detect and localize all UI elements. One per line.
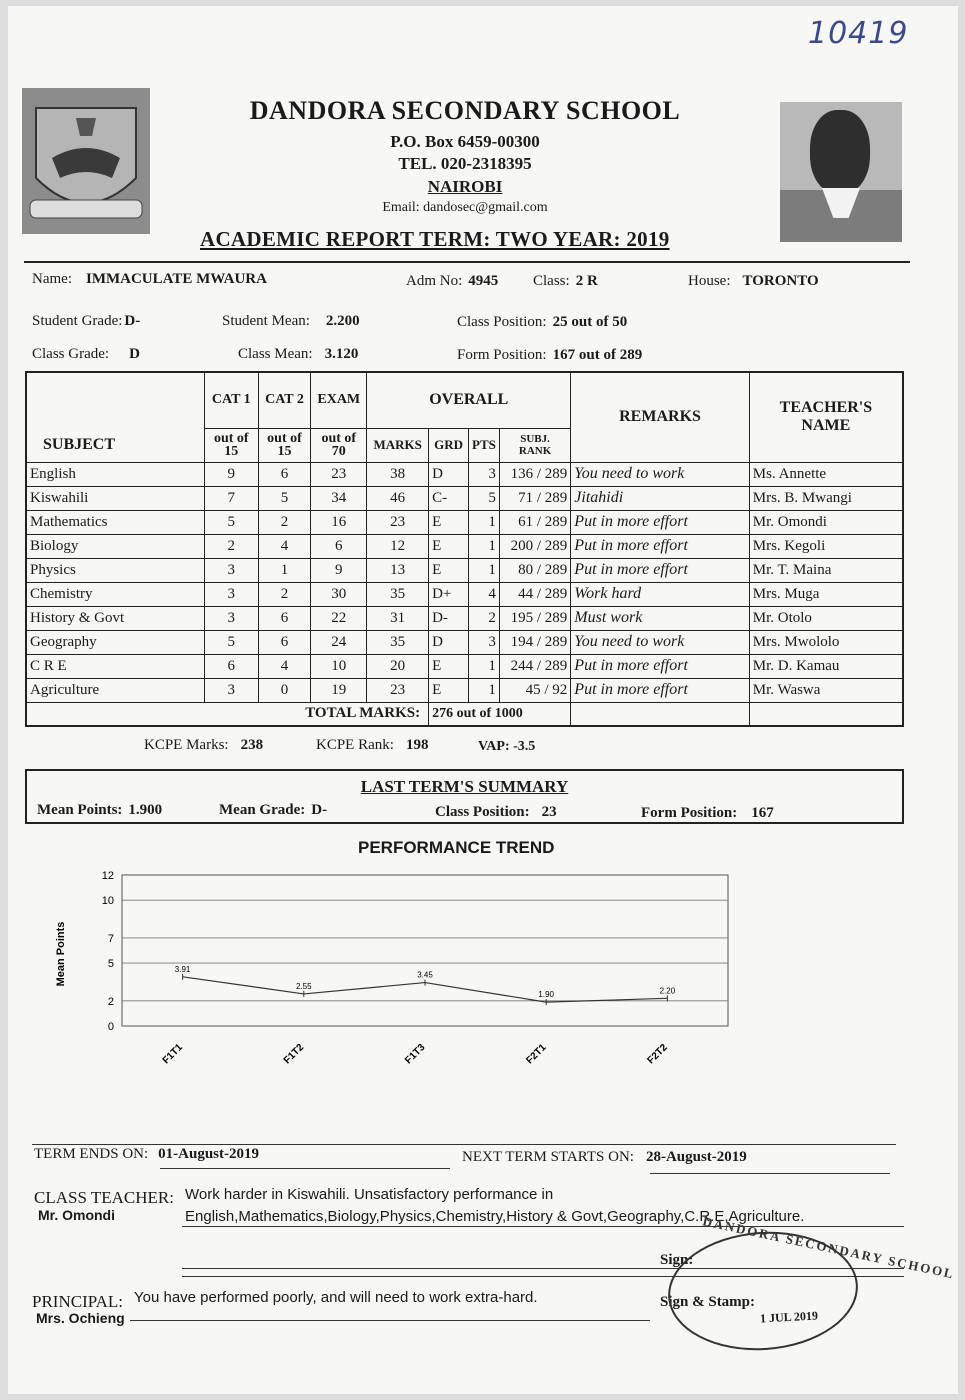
remark-cell: Work hard <box>571 582 749 606</box>
marks-cell: 20 <box>367 654 429 678</box>
marks-cell: 35 <box>367 582 429 606</box>
chart-title: PERFORMANCE TREND <box>358 838 555 857</box>
student-photo <box>780 102 902 242</box>
remark-cell: Put in more effort <box>571 534 749 558</box>
grade-cell: D- <box>429 606 469 630</box>
points-cell: 3 <box>469 462 500 486</box>
cat2-cell: 6 <box>258 606 311 630</box>
grade-cell: E <box>429 510 469 534</box>
school-stamp-text: DANDORA SECONDARY SCHOOL <box>701 1213 957 1282</box>
remark-cell: Jitahidi <box>571 486 749 510</box>
teacher-cell: Mrs. Muga <box>749 582 903 606</box>
cat1-cell: 3 <box>204 558 258 582</box>
cat2-cell: 2 <box>258 582 311 606</box>
chart-y-tick-label: 7 <box>107 932 114 945</box>
header-subj-rank: SUBJ. RANK <box>499 428 570 462</box>
marks-cell: 46 <box>367 486 429 510</box>
last-term-title: LAST TERM'S SUMMARY <box>360 777 569 796</box>
header-remarks: REMARKS <box>571 372 749 462</box>
table-row <box>26 558 903 582</box>
chart-plot-area <box>122 875 728 1026</box>
chart-x-tick-label: F2T1 <box>524 1042 549 1067</box>
cat2-cell: 0 <box>258 678 311 702</box>
remark-cell: Put in more effort <box>571 558 749 582</box>
table-row <box>26 582 903 606</box>
cat1-cell: 3 <box>204 678 258 702</box>
house-field: House: TORONTO <box>688 273 819 289</box>
subject-cell: C R E <box>26 654 204 678</box>
class-field: Class: 2 R <box>533 273 598 289</box>
teacher-cell: Mr. T. Maina <box>749 558 903 582</box>
marks-cell: 12 <box>367 534 429 558</box>
remark-cell: Put in more effort <box>571 678 749 702</box>
marks-cell: 38 <box>367 462 429 486</box>
cat2-cell: 1 <box>258 558 311 582</box>
points-cell: 1 <box>469 534 500 558</box>
chart-data-label: 3.91 <box>174 964 191 974</box>
stamp-date: 1 JUL 2019 <box>759 1308 819 1326</box>
table-row <box>26 534 903 558</box>
class-teacher-remark-line2: English,Mathematics,Biology,Physics,Chemistry,History & Govt,Geography,C.R.E,Agriculture. <box>185 1208 805 1225</box>
chart-y-tick-label: 5 <box>107 958 114 971</box>
header-pts: PTS <box>469 428 500 462</box>
header-marks: MARKS <box>367 428 429 462</box>
grade-cell: D <box>429 630 469 654</box>
points-cell: 4 <box>469 582 500 606</box>
cat2-cell: 4 <box>258 534 311 558</box>
grade-cell: E <box>429 558 469 582</box>
teacher-cell: Mr. Waswa <box>749 678 903 702</box>
subject-cell: Mathematics <box>26 510 204 534</box>
class-position-field: Class Position: 25 out of 50 <box>457 314 628 330</box>
chart-y-tick-label: 10 <box>101 895 114 908</box>
cat1-cell: 6 <box>204 654 258 678</box>
cat1-cell: 3 <box>204 582 258 606</box>
points-cell: 1 <box>469 510 500 534</box>
performance-trend-chart <box>40 862 740 1082</box>
principal-name: Mrs. Ochieng <box>36 1310 125 1326</box>
teacher-cell: Ms. Annette <box>749 462 903 486</box>
grade-cell: E <box>429 534 469 558</box>
header-cat2: CAT 2 <box>258 372 311 428</box>
class-mean-field: Class Mean: 3.120 <box>238 346 359 362</box>
points-cell: 1 <box>469 678 500 702</box>
mean-points-field: Mean Points: 1.900 <box>37 802 163 818</box>
remark-cell: Put in more effort <box>571 510 749 534</box>
marks-cell: 23 <box>367 510 429 534</box>
points-cell: 2 <box>469 606 500 630</box>
exam-cell: 22 <box>311 606 367 630</box>
marks-table <box>25 371 904 727</box>
teacher-cell: Mrs. Mwololo <box>749 630 903 654</box>
chart-data-label: 1.90 <box>538 990 554 1000</box>
points-cell: 1 <box>469 654 500 678</box>
school-tel: TEL. 020-2318395 <box>398 154 532 173</box>
form-position-field: Form Position: 167 out of 289 <box>457 347 643 363</box>
subject-rank-cell: 80 / 289 <box>499 558 570 582</box>
subject-rank-cell: 200 / 289 <box>499 534 570 558</box>
cat2-cell: 6 <box>258 630 311 654</box>
chart-data-label: 2.20 <box>659 986 676 996</box>
exam-cell: 19 <box>311 678 367 702</box>
marks-cell: 13 <box>367 558 429 582</box>
mean-grade-field: Mean Grade: D- <box>219 802 328 818</box>
subject-cell: Agriculture <box>26 678 204 702</box>
table-row <box>26 510 903 534</box>
header-overall: OVERALL <box>367 372 571 428</box>
cat1-cell: 5 <box>204 510 258 534</box>
chart-x-tick-label: F1T3 <box>403 1042 428 1067</box>
table-row <box>26 630 903 654</box>
cat1-cell: 5 <box>204 630 258 654</box>
header-exam: EXAM <box>311 372 367 428</box>
table-row <box>26 486 903 510</box>
cat2-cell: 6 <box>258 462 311 486</box>
class-teacher-label: CLASS TEACHER: <box>34 1188 174 1207</box>
grade-cell: E <box>429 678 469 702</box>
principal-remark: You have performed poorly, and will need to work extra-hard. <box>134 1289 538 1306</box>
subject-cell: Biology <box>26 534 204 558</box>
subject-rank-cell: 244 / 289 <box>499 654 570 678</box>
subject-cell: Geography <box>26 630 204 654</box>
footer-divider <box>32 1144 896 1145</box>
subject-rank-cell: 71 / 289 <box>499 486 570 510</box>
term-ends-field: TERM ENDS ON: 01-August-2019 <box>34 1146 260 1162</box>
cat1-cell: 3 <box>204 606 258 630</box>
chart-data-label: 3.45 <box>417 970 433 980</box>
subject-cell: Physics <box>26 558 204 582</box>
student-grade-field: Student Grade: D- <box>32 313 141 329</box>
crest-icon <box>22 88 150 234</box>
points-cell: 1 <box>469 558 500 582</box>
cat2-cell: 5 <box>258 486 311 510</box>
class-teacher-remark-line1: Work harder in Kiswahili. Unsatisfactory performance in <box>185 1186 554 1203</box>
marks-cell: 35 <box>367 630 429 654</box>
cat1-cell: 9 <box>204 462 258 486</box>
chart-y-tick-label: 2 <box>107 995 114 1008</box>
exam-cell: 23 <box>311 462 367 486</box>
subject-rank-cell: 45 / 92 <box>499 678 570 702</box>
remark-cell: Put in more effort <box>571 654 749 678</box>
cat1-cell: 7 <box>204 486 258 510</box>
last-form-position-field: Form Position: 167 <box>641 805 774 821</box>
chart-x-tick-label: F1T1 <box>160 1042 185 1067</box>
total-marks-label: TOTAL MARKS: <box>26 702 429 726</box>
marks-cell: 31 <box>367 606 429 630</box>
chart-y-axis-label: Mean Points <box>55 921 67 987</box>
last-class-position-field: Class Position: 23 <box>435 804 557 820</box>
remark-cell: You need to work <box>571 462 749 486</box>
teacher-cell: Mrs. B. Mwangi <box>749 486 903 510</box>
report-title: ACADEMIC REPORT TERM: TWO YEAR: 2019 <box>200 227 670 251</box>
remark-cell: You need to work <box>571 630 749 654</box>
school-city: NAIROBI <box>427 177 503 196</box>
header-teacher: TEACHER'S NAME <box>749 372 903 462</box>
school-logo <box>22 88 150 234</box>
class-teacher-sign-label: Sign: <box>660 1252 694 1268</box>
header-cat1: CAT 1 <box>204 372 258 428</box>
class-grade-field: Class Grade: D <box>32 346 140 362</box>
teacher-cell: Mr. D. Kamau <box>749 654 903 678</box>
table-row <box>26 606 903 630</box>
grade-cell: D <box>429 462 469 486</box>
chart-x-tick-label: F2T2 <box>645 1042 670 1067</box>
points-cell: 5 <box>469 486 500 510</box>
subject-rank-cell: 61 / 289 <box>499 510 570 534</box>
last-term-summary <box>25 769 904 824</box>
remark-cell: Must work <box>571 606 749 630</box>
subject-cell: Chemistry <box>26 582 204 606</box>
kcpe-marks-field: KCPE Marks: 238 <box>144 737 264 753</box>
exam-cell: 16 <box>311 510 367 534</box>
header-out-of-15-cat2: out of 15 <box>258 428 311 462</box>
table-row <box>26 462 903 486</box>
kcpe-rank-field: KCPE Rank: 198 <box>316 737 429 753</box>
exam-cell: 34 <box>311 486 367 510</box>
grade-cell: D+ <box>429 582 469 606</box>
adm-no-field: Adm No: 4945 <box>406 273 499 289</box>
cat2-cell: 2 <box>258 510 311 534</box>
exam-cell: 24 <box>311 630 367 654</box>
teacher-cell: Mrs. Kegoli <box>749 534 903 558</box>
marks-cell: 23 <box>367 678 429 702</box>
chart-x-tick-label: F1T2 <box>281 1042 307 1067</box>
grade-cell: C- <box>429 486 469 510</box>
cat2-cell: 4 <box>258 654 311 678</box>
vap-field: VAP: -3.5 <box>478 739 536 754</box>
serial-number: 10419 <box>808 16 909 51</box>
chart-y-tick-label: 0 <box>107 1021 114 1033</box>
chart-data-label: 2.55 <box>296 981 312 991</box>
school-email: Email: dandosec@gmail.com <box>382 200 548 215</box>
subject-cell: Kiswahili <box>26 486 204 510</box>
exam-cell: 9 <box>311 558 367 582</box>
student-mean-field: Student Mean: 2.200 <box>222 313 360 329</box>
header-subject: SUBJECT <box>26 372 204 462</box>
teacher-cell: Mr. Omondi <box>749 510 903 534</box>
points-cell: 3 <box>469 630 500 654</box>
header-grd: GRD <box>429 428 469 462</box>
total-marks-value: 276 out of 1000 <box>429 702 571 726</box>
subject-rank-cell: 195 / 289 <box>499 606 570 630</box>
chart-y-tick-label: 12 <box>101 870 114 882</box>
teacher-cell: Mr. Otolo <box>749 606 903 630</box>
school-name: DANDORA SECONDARY SCHOOL <box>249 96 681 125</box>
school-po-box: P.O. Box 6459-00300 <box>390 132 540 151</box>
exam-cell: 30 <box>311 582 367 606</box>
subject-rank-cell: 44 / 289 <box>499 582 570 606</box>
next-term-field: NEXT TERM STARTS ON: 28-August-2019 <box>462 1149 747 1165</box>
class-teacher-name: Mr. Omondi <box>38 1207 115 1223</box>
header-out-of-15-cat1: out of 15 <box>204 428 258 462</box>
subject-cell: History & Govt <box>26 606 204 630</box>
subject-rank-cell: 194 / 289 <box>499 630 570 654</box>
exam-cell: 6 <box>311 534 367 558</box>
grade-cell: E <box>429 654 469 678</box>
header-out-of-70: out of 70 <box>311 428 367 462</box>
principal-label: PRINCIPAL: <box>32 1292 124 1311</box>
principal-sign-stamp-label: Sign & Stamp: <box>660 1294 756 1310</box>
subject-rank-cell: 136 / 289 <box>499 462 570 486</box>
table-row <box>26 678 903 702</box>
header-divider <box>24 261 910 263</box>
student-name-field: Name: IMMACULATE MWAURA <box>32 271 267 287</box>
subject-cell: English <box>26 462 204 486</box>
table-row <box>26 654 903 678</box>
exam-cell: 10 <box>311 654 367 678</box>
cat1-cell: 2 <box>204 534 258 558</box>
